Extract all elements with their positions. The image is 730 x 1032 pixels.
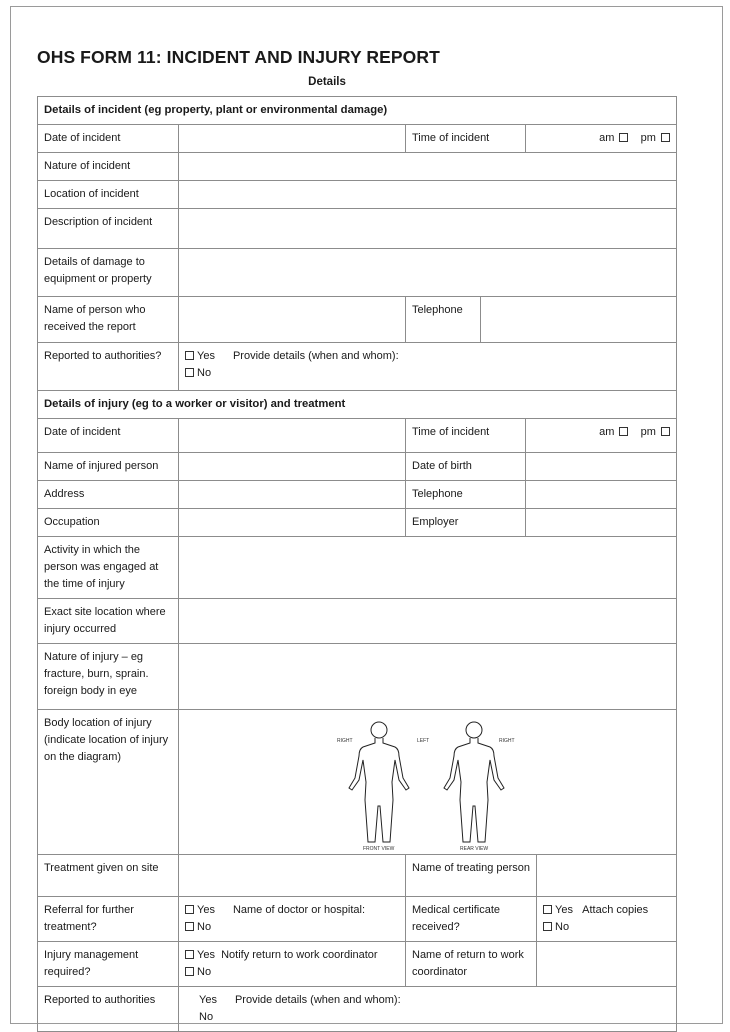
- section-incident-heading: Details of incident (eg property, plant or environmental damage): [38, 97, 677, 125]
- reported-to-authorities-field[interactable]: [179, 343, 677, 391]
- occupation-field[interactable]: [179, 509, 406, 537]
- reported-to-authorities-label: Reported to authorities?: [38, 343, 179, 391]
- incident-time-field[interactable]: [526, 125, 677, 153]
- nature-of-incident-field[interactable]: [179, 153, 677, 181]
- body-location-label: Body location of injury (indicate location of injury on the diagram): [38, 710, 179, 855]
- date-of-birth-field[interactable]: [526, 453, 677, 481]
- am-checkbox[interactable]: [619, 133, 628, 142]
- right-label-rear: RIGHT: [499, 738, 515, 744]
- am-label: am: [599, 132, 615, 144]
- report-receiver-label: Name of person who received the report: [38, 297, 179, 343]
- doctor-label: Name of doctor or hospital:: [232, 904, 366, 916]
- employer-label: Employer: [406, 509, 526, 537]
- no-label: No: [197, 367, 212, 379]
- injury-management-label: Injury management required?: [38, 942, 179, 987]
- provide-details-label: Provide details (when and whom):: [232, 350, 399, 362]
- yes-checkbox[interactable]: [543, 905, 552, 914]
- form-subtitle: Details: [308, 76, 346, 88]
- treating-person-label: Name of treating person: [406, 855, 537, 897]
- treating-person-field[interactable]: [537, 855, 677, 897]
- incident-form-table: [37, 96, 677, 1032]
- yes-label: Yes: [197, 904, 215, 916]
- yes-label: Yes: [199, 994, 217, 1006]
- pm-checkbox[interactable]: [661, 427, 670, 436]
- right-label: RIGHT: [337, 738, 353, 744]
- occupation-label: Occupation: [38, 509, 179, 537]
- am-label: am: [599, 426, 615, 438]
- provide-details-label: Provide details (when and whom):: [234, 994, 401, 1006]
- injury-date-label: Date of incident: [38, 419, 179, 453]
- damage-details-label: Details of damage to equipment or property: [38, 249, 179, 297]
- am-checkbox[interactable]: [619, 427, 628, 436]
- no-label: No: [197, 966, 212, 978]
- injury-time-label: Time of incident: [406, 419, 526, 453]
- nature-of-injury-label: Nature of injury – eg fracture, burn, sprain. foreign body in eye: [38, 644, 179, 710]
- pm-label: pm: [640, 426, 656, 438]
- rtw-coordinator-field[interactable]: [537, 942, 677, 987]
- yes-checkbox[interactable]: [185, 905, 194, 914]
- address-label: Address: [38, 481, 179, 509]
- body-diagram-cell[interactable]: [179, 710, 677, 855]
- injury-time-field[interactable]: [526, 419, 677, 453]
- telephone-label: Telephone: [406, 297, 481, 343]
- front-body-outline: [349, 722, 409, 842]
- no-label: No: [197, 921, 212, 933]
- yes-label: Yes: [197, 350, 215, 362]
- activity-field[interactable]: [179, 537, 677, 599]
- description-of-incident-field[interactable]: [179, 209, 677, 249]
- telephone-field[interactable]: [481, 297, 677, 343]
- body-diagram[interactable]: [339, 716, 529, 852]
- employer-field[interactable]: [526, 509, 677, 537]
- nature-of-injury-field[interactable]: [179, 644, 677, 710]
- section-injury-heading: Details of injury (eg to a worker or visitor) and treatment: [38, 391, 677, 419]
- referral-label: Referral for further treatment?: [38, 897, 179, 942]
- damage-details-field[interactable]: [179, 249, 677, 297]
- report-receiver-field[interactable]: [179, 297, 406, 343]
- no-checkbox[interactable]: [185, 368, 194, 377]
- yes-checkbox[interactable]: [185, 351, 194, 360]
- attach-copies-label: Attach copies: [582, 904, 649, 916]
- pm-label: pm: [640, 132, 656, 144]
- incident-date-field[interactable]: [179, 125, 406, 153]
- reported-authorities-field[interactable]: [179, 987, 677, 1032]
- address-field[interactable]: [179, 481, 406, 509]
- yes-label: Yes: [555, 904, 573, 916]
- injured-person-field[interactable]: [179, 453, 406, 481]
- treatment-field[interactable]: [179, 855, 406, 897]
- left-label: LEFT: [417, 738, 430, 744]
- referral-field[interactable]: [179, 897, 406, 942]
- site-location-label: Exact site location where injury occurred: [38, 599, 179, 644]
- treatment-label: Treatment given on site: [38, 855, 179, 897]
- notify-coordinator-label: Notify return to work coordinator: [221, 949, 378, 961]
- telephone-field[interactable]: [526, 481, 677, 509]
- front-view-label: FRONT VIEW: [363, 846, 395, 852]
- pm-checkbox[interactable]: [661, 133, 670, 142]
- telephone-label: Telephone: [406, 481, 526, 509]
- no-checkbox[interactable]: [185, 967, 194, 976]
- site-location-field[interactable]: [179, 599, 677, 644]
- reported-authorities-label: Reported to authorities: [38, 987, 179, 1032]
- incident-time-label: Time of incident: [406, 125, 526, 153]
- date-of-birth-label: Date of birth: [406, 453, 526, 481]
- incident-date-label: Date of incident: [38, 125, 179, 153]
- activity-label: Activity in which the person was engaged at the time of injury: [38, 537, 179, 599]
- no-checkbox[interactable]: [185, 922, 194, 931]
- location-of-incident-field[interactable]: [179, 181, 677, 209]
- yes-checkbox[interactable]: [185, 950, 194, 959]
- medical-certificate-field[interactable]: [537, 897, 677, 942]
- rear-view-label: REAR VIEW: [460, 846, 489, 852]
- medical-certificate-label: Medical certificate received?: [406, 897, 537, 942]
- injury-date-field[interactable]: [179, 419, 406, 453]
- form-title: OHS FORM 11: INCIDENT AND INJURY REPORT: [37, 47, 440, 67]
- location-of-incident-label: Location of incident: [38, 181, 179, 209]
- description-of-incident-label: Description of incident: [38, 209, 179, 249]
- nature-of-incident-label: Nature of incident: [38, 153, 179, 181]
- injury-management-field[interactable]: [179, 942, 406, 987]
- no-checkbox[interactable]: [543, 922, 552, 931]
- injured-person-label: Name of injured person: [38, 453, 179, 481]
- no-label: No: [555, 921, 570, 933]
- rtw-coordinator-label: Name of return to work coordinator: [406, 942, 537, 987]
- rear-body-outline: [444, 722, 504, 842]
- no-label: No: [199, 1011, 214, 1023]
- yes-label: Yes: [197, 949, 215, 961]
